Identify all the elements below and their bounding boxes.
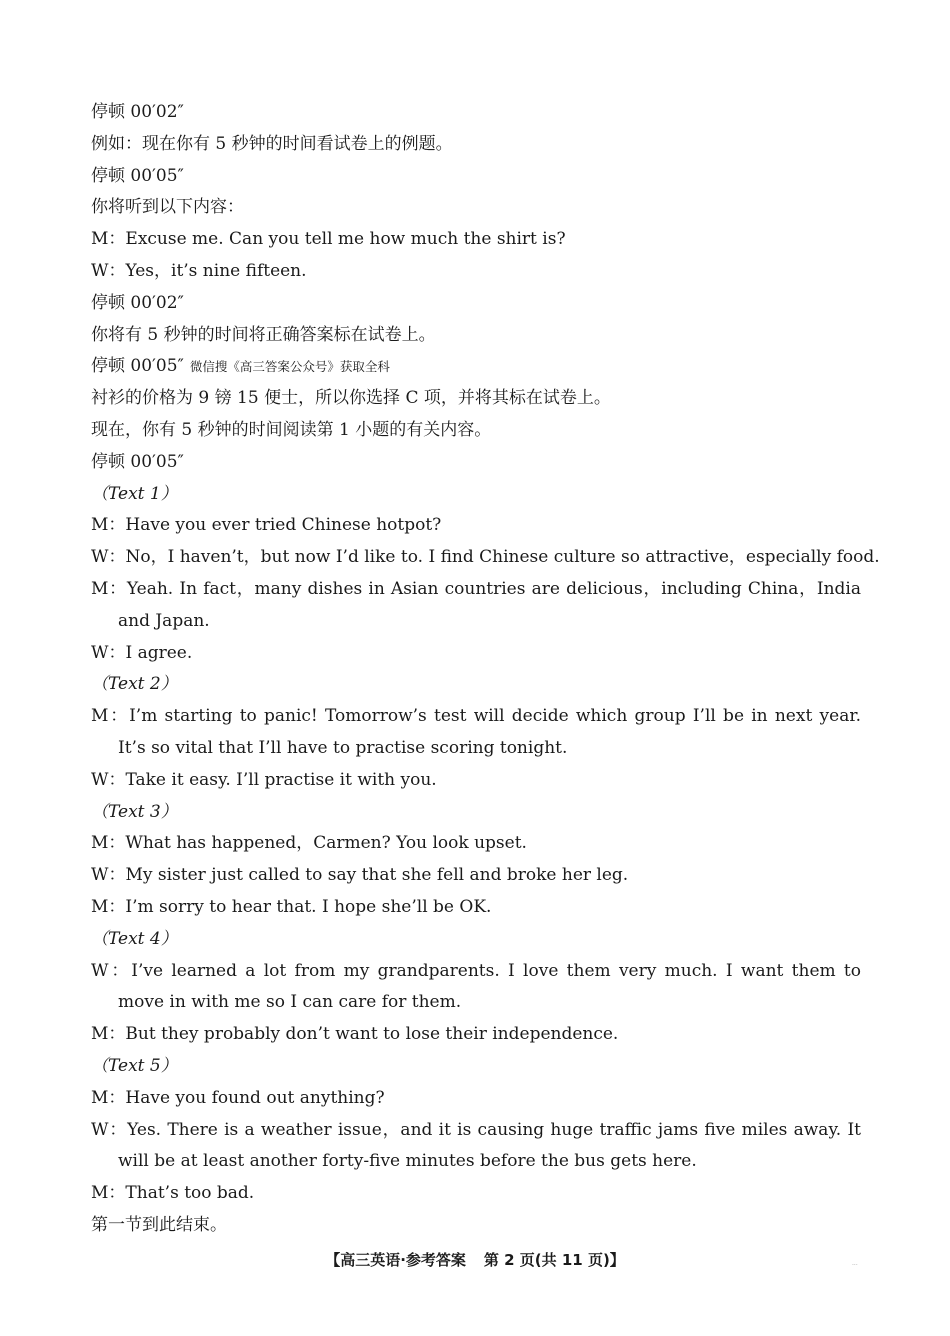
dialogue-line: M：I’m starting to panic! Tomorrow’s test will decide which group I’ll be in next year. It’s so vital that I’ll have to practise scoring tonight. bbox=[91, 706, 861, 758]
footer-title: 【高三英语·参考答案 bbox=[325, 1251, 466, 1269]
text-heading: （Text 5） bbox=[91, 1055, 178, 1076]
pause-line: 停顿 00′05″ bbox=[91, 165, 184, 186]
dialogue-line: M：Excuse me. Can you tell me how much the shirt is? bbox=[91, 229, 566, 250]
dialogue-line: M：Yeah. In fact，many dishes in Asian countries are delicious，including China，India and Japan. bbox=[91, 578, 861, 631]
dialogue-line: M：I’m sorry to hear that. I hope she’ll be OK. bbox=[91, 896, 492, 917]
text-heading: （Text 3） bbox=[91, 801, 178, 822]
dialogue-line: W：No，I haven’t，but now I’d like to. I find Chinese culture so attractive，especially food. bbox=[91, 547, 880, 568]
instruction-line: 你将听到以下内容： bbox=[91, 197, 244, 218]
dialogue-line: M：Have you found out anything? bbox=[91, 1087, 385, 1108]
pause-line: 停顿 00′02″ bbox=[91, 102, 184, 122]
text-heading: （Text 2） bbox=[91, 674, 178, 695]
dialogue-line: W：I agree. bbox=[91, 642, 193, 663]
dialogue-line: W：Take it easy. I’ll practise it with you. bbox=[91, 769, 437, 790]
transcript-body bbox=[91, 97, 880, 1242]
dialogue-line: W：I’ve learned a lot from my grandparents. I love them very much. I want them to move in with me so I can care for them. bbox=[91, 960, 861, 1013]
instruction-line: 现在，你有 5 秒钟的时间阅读第 1 小题的有关内容。 bbox=[91, 419, 492, 440]
page-footer bbox=[0, 1249, 950, 1270]
instruction-line: 你将有 5 秒钟的时间将正确答案标在试卷上。 bbox=[91, 324, 436, 345]
corner-mark: ··· bbox=[852, 1262, 858, 1269]
pause-line-with-note bbox=[91, 351, 861, 383]
dialogue-line: M：What has happened，Carmen? You look upset. bbox=[91, 833, 527, 854]
dialogue-line: M：But they probably don’t want to lose their independence. bbox=[91, 1024, 619, 1045]
instruction-line: 衬衫的价格为 9 镑 15 便士，所以你选择 C 项，并将其标在试卷上。 bbox=[91, 388, 611, 409]
dialogue-line: W：Yes，it’s nine fifteen. bbox=[91, 260, 307, 281]
pause-text: 停顿 00′05″ bbox=[91, 356, 184, 377]
section-end-line: 第一节到此结束。 bbox=[91, 1214, 227, 1235]
footer-page-number: 第 2 页(共 11 页)】 bbox=[483, 1251, 625, 1269]
dialogue-line: W：Yes. There is a weather issue，and it is causing huge traffic jams five miles away. It will be at least another forty-five minutes before the bus gets here. bbox=[91, 1119, 861, 1172]
pause-line: 停顿 00′02″ bbox=[91, 292, 184, 313]
text-heading: （Text 1） bbox=[91, 483, 178, 504]
promo-note: 微信搜《高三答案公众号》获取全科 bbox=[189, 359, 390, 375]
dialogue-line: M：Have you ever tried Chinese hotpot? bbox=[91, 515, 442, 536]
text-heading: （Text 4） bbox=[91, 928, 178, 949]
dialogue-line: M：That’s too bad. bbox=[91, 1183, 255, 1204]
pause-line: 停顿 00′05″ bbox=[91, 451, 184, 472]
dialogue-line: W：My sister just called to say that she fell and broke her leg. bbox=[91, 865, 629, 886]
instruction-line: 例如：现在你有 5 秒钟的时间看试卷上的例题。 bbox=[91, 133, 453, 154]
